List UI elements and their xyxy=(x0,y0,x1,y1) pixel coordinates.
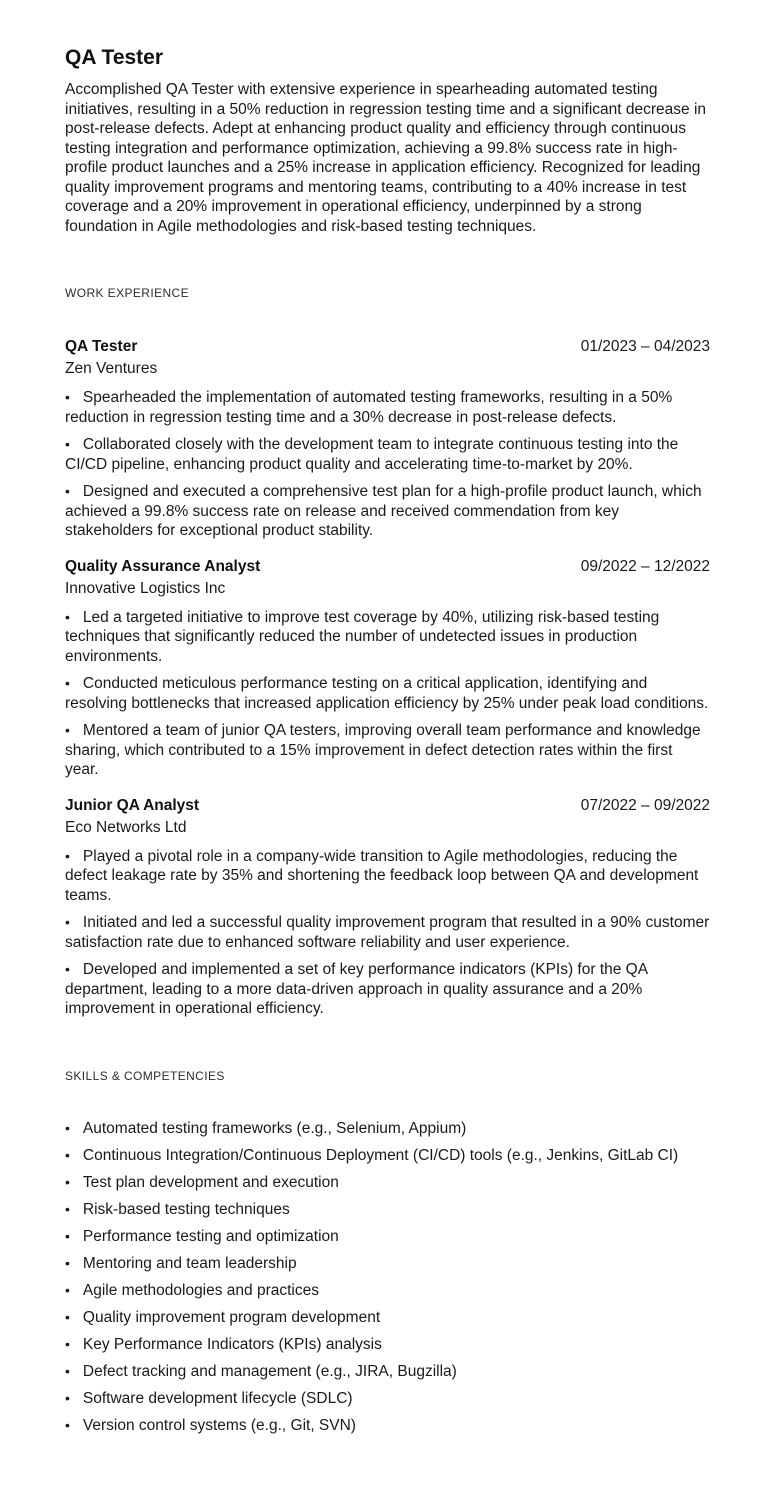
bullet-icon: • xyxy=(65,914,70,930)
skill-item xyxy=(65,1389,710,1409)
job-bullet xyxy=(65,482,710,541)
job-bullet xyxy=(65,608,710,667)
bullet-icon: • xyxy=(65,483,70,499)
skill-text: Performance testing and optimization xyxy=(82,1227,339,1245)
bullet-icon: • xyxy=(65,1119,70,1136)
bullet-icon: • xyxy=(65,1200,70,1217)
skill-text: Agile methodologies and practices xyxy=(82,1281,319,1299)
skill-item xyxy=(65,1254,710,1274)
job-bullet xyxy=(65,388,710,427)
job-header xyxy=(65,557,710,577)
skill-text: Version control systems (e.g., Git, SVN) xyxy=(82,1416,356,1434)
skill-item xyxy=(65,1200,710,1220)
skill-item xyxy=(65,1146,710,1166)
skill-item xyxy=(65,1227,710,1247)
job-company: Innovative Logistics Inc xyxy=(65,579,226,597)
skill-item xyxy=(65,1173,710,1193)
job-title: Quality Assurance Analyst xyxy=(65,557,261,575)
resume-summary: Accomplished QA Tester with extensive experience in spearheading automated testing initiatives, resulting in a 50% reduction in regression testing time and a significant decrease in post-release defects. Adept at enhancing product quality and efficiency through continuous testing integration and performance optimization, achieving a 99.8% success rate in high-profile product launches and a 25% increase in application efficiency. Recognized for leading quality improvement programs and mentoring teams, contributing to a 40% increase in test coverage and a 20% improvement in operational efficiency, underpinned by a strong foundation in Agile methodologies and risk-based testing techniques. xyxy=(65,81,707,235)
skill-text: Risk-based testing techniques xyxy=(82,1200,290,1218)
bullet-icon: • xyxy=(65,1308,70,1325)
skill-item xyxy=(65,1281,710,1301)
skill-item xyxy=(65,1335,710,1355)
job-title: Junior QA Analyst xyxy=(65,796,200,814)
job-company: Zen Ventures xyxy=(65,360,158,377)
job-bullet xyxy=(65,847,710,906)
skill-text: Quality improvement program development xyxy=(82,1308,381,1326)
skill-item xyxy=(65,1119,710,1139)
bullet-icon: • xyxy=(65,608,70,625)
bullet-icon: • xyxy=(65,1389,70,1406)
skill-item xyxy=(65,1416,710,1436)
job-bullet xyxy=(65,721,710,780)
bullet-icon: • xyxy=(65,675,70,691)
section-label-work-experience: WORK EXPERIENCE xyxy=(65,286,190,300)
resume-title: QA Tester xyxy=(65,46,164,69)
job-bullet xyxy=(65,674,710,713)
job-entry xyxy=(65,337,710,541)
bullet-icon: • xyxy=(65,436,70,452)
job-bullet-text: Spearheaded the implementation of automated testing frameworks, resulting in a 50% reduction in regression testing time and a 30% decrease in post-release defects. xyxy=(65,389,673,426)
skill-text: Mentoring and team leadership xyxy=(82,1254,297,1272)
job-bullet-list xyxy=(65,847,710,1019)
job-bullet-list xyxy=(65,608,710,780)
job-bullet-text: Developed and implemented a set of key performance indicators (KPIs) for the QA department, leading to a more data-driven approach in quality assurance and a 20% improvement in operational efficiency. xyxy=(65,961,648,1017)
bullet-icon: • xyxy=(65,389,70,405)
job-dates: 01/2023 – 04/2023 xyxy=(580,338,710,355)
bullet-icon: • xyxy=(65,1362,70,1379)
job-bullet xyxy=(65,435,710,474)
work-experience-list xyxy=(65,337,710,1019)
job-bullet-text: Collaborated closely with the development team to integrate continuous testing into the CI/CD pipeline, enhancing product quality and accelerating time-to-market by 20%. xyxy=(65,436,679,473)
job-bullet-text: Led a targeted initiative to improve test coverage by 40%, utilizing risk-based testing techniques that significantly reduced the number of undetected issues in production environments. xyxy=(65,608,660,665)
job-bullet-list xyxy=(65,388,710,541)
job-bullet-text: Initiated and led a successful quality improvement program that resulted in a 90% customer satisfaction rate due to enhanced software reliability and user experience. xyxy=(65,914,710,951)
job-dates: 07/2022 – 09/2022 xyxy=(580,796,710,814)
skill-text: Software development lifecycle (SDLC) xyxy=(82,1389,353,1407)
section-label-skills: SKILLS & COMPETENCIES xyxy=(65,1068,225,1083)
job-company: Eco Networks Ltd xyxy=(65,818,187,836)
job-header xyxy=(65,796,710,816)
skills-list xyxy=(65,1119,710,1436)
job-dates: 09/2022 – 12/2022 xyxy=(580,557,710,575)
bullet-icon: • xyxy=(65,1254,70,1271)
skill-text: Test plan development and execution xyxy=(82,1173,339,1191)
bullet-icon: • xyxy=(65,1416,70,1433)
bullet-icon: • xyxy=(65,1335,70,1352)
skill-item xyxy=(65,1362,710,1382)
job-bullet xyxy=(65,913,710,952)
skill-text: Continuous Integration/Continuous Deployment (CI/CD) tools (e.g., Jenkins, GitLab CI) xyxy=(82,1146,679,1164)
skill-text: Defect tracking and management (e.g., JIRA, Bugzilla) xyxy=(82,1362,457,1380)
job-entry xyxy=(65,796,710,1019)
bullet-icon: • xyxy=(65,961,70,977)
bullet-icon: • xyxy=(65,847,70,864)
job-bullet xyxy=(65,960,710,1019)
job-title: QA Tester xyxy=(65,338,138,355)
bullet-icon: • xyxy=(65,1281,70,1298)
bullet-icon: • xyxy=(65,722,70,738)
skill-text: Key Performance Indicators (KPIs) analysis xyxy=(82,1335,382,1353)
bullet-icon: • xyxy=(65,1173,70,1190)
bullet-icon: • xyxy=(65,1146,70,1163)
job-bullet-text: Mentored a team of junior QA testers, improving overall team performance and knowledge sharing, which contributed to a 15% improvement in defect detection rates within the first year. xyxy=(65,722,701,778)
job-bullet-text: Conducted meticulous performance testing on a critical application, identifying and resolving bottlenecks that increased application efficiency by 25% under peak load conditions. xyxy=(65,675,709,712)
job-bullet-text: Played a pivotal role in a company-wide transition to Agile methodologies, reducing the defect leakage rate by 35% and shortening the feedback loop between QA and development teams. xyxy=(65,847,699,904)
skill-item xyxy=(65,1308,710,1328)
job-header xyxy=(65,337,710,357)
job-bullet-text: Designed and executed a comprehensive test plan for a high-profile product launch, which achieved a 99.8% success rate on release and received commendation from key stakeholders for exceptional product stability. xyxy=(65,483,702,539)
bullet-icon: • xyxy=(65,1227,70,1244)
skill-text: Automated testing frameworks (e.g., Selenium, Appium) xyxy=(82,1119,467,1137)
job-entry xyxy=(65,557,710,780)
